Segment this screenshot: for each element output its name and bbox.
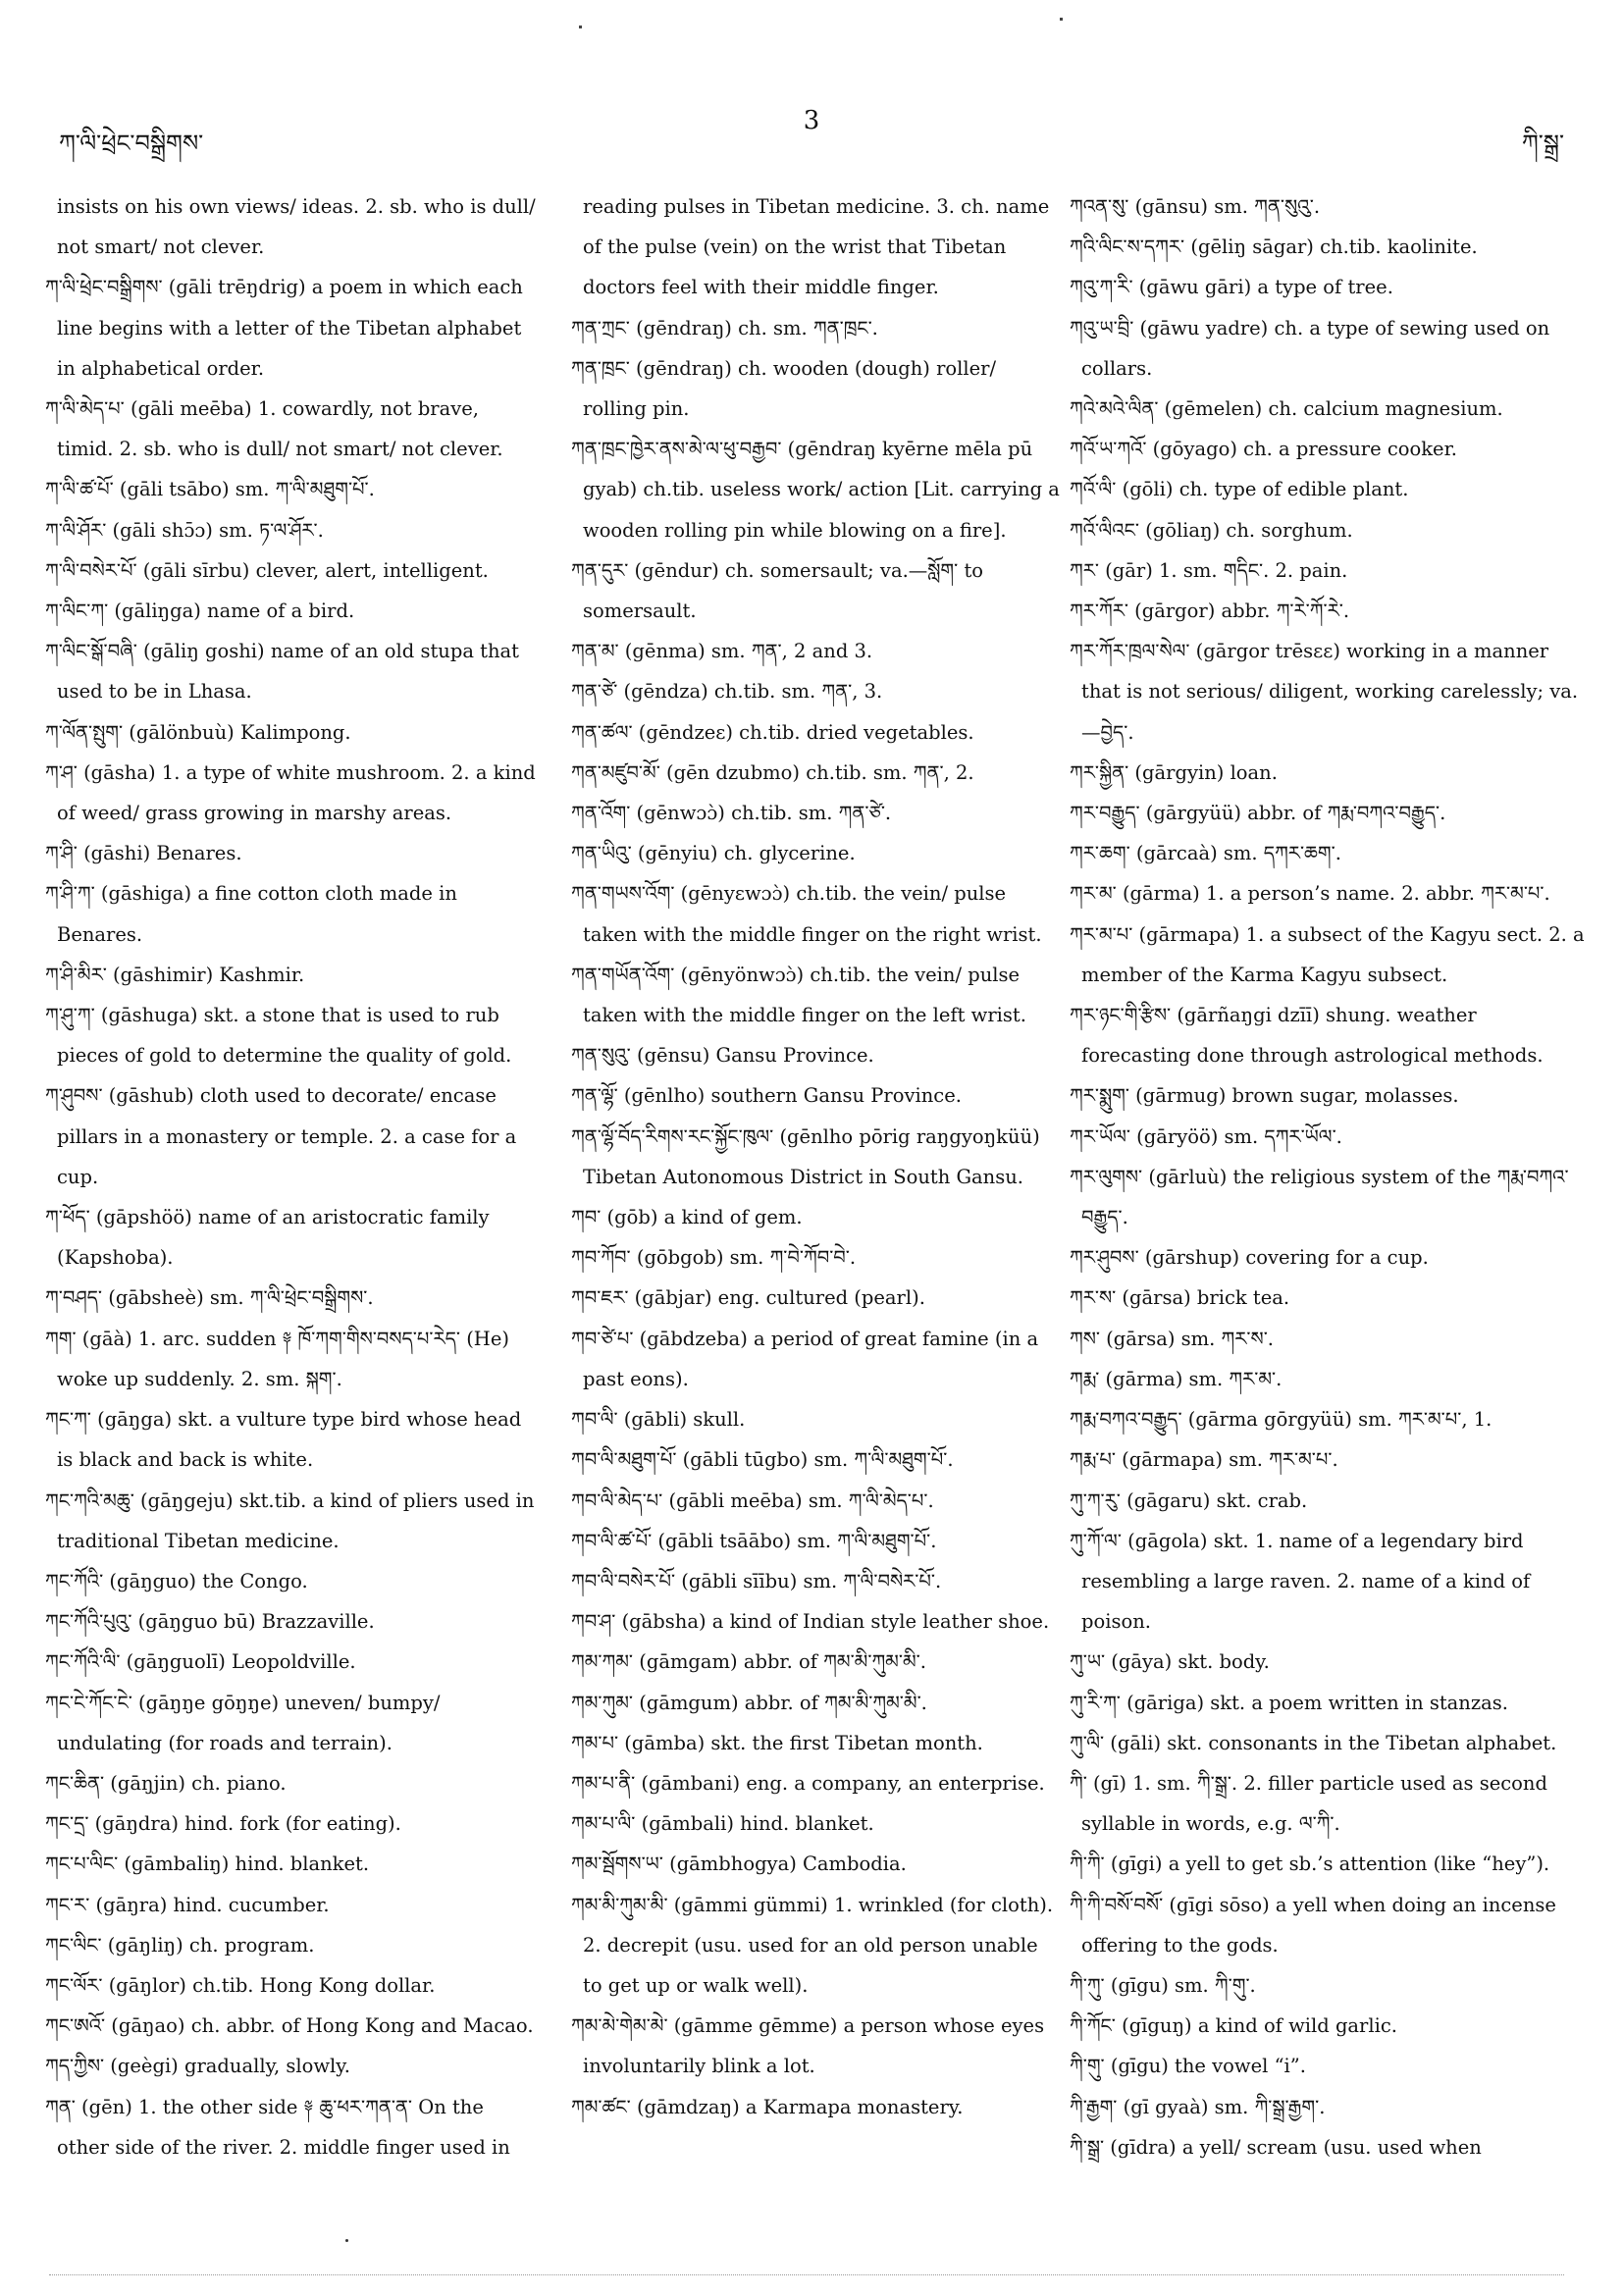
dictionary-entry: ཀབ་ལི་ (gābli) skull.: [571, 1408, 746, 1432]
dictionary-entry: ཀང་པ་ལིང་ (gāmbaliŋ) hind. blanket.: [45, 1852, 370, 1876]
dictionary-entry: ཀ་ལིང་ཀ་ (gāliŋga) name of a bird.: [45, 600, 355, 623]
dictionary-entry: ཀ་ཤི་མིར་ (gāshimir) Kashmir.: [45, 963, 305, 986]
dictionary-entry: ཀན་གཡོན་འོག་ (gēnyönwɔɔ̀) ch.tib. the vein/ pulse taken with the middle finger on the left wrist.: [571, 963, 1026, 1027]
dictionary-entry: ཀི་ (gī) 1. sm. ཀི་སྒྲ་. 2. filler particle used as second syllable in words, e.g. ལ་ཀི་.: [1070, 1771, 1547, 1836]
dictionary-entry: ཀང་ཀོའི་ལི་ (gāŋguolī) Leopoldville.: [45, 1650, 356, 1674]
dictionary-entry: ཀར་ཆག་ (gārcaà) sm. དཀར་ཆག་.: [1070, 842, 1341, 865]
dictionary-entry: ཀབ་ཙེ་པ་ (gābdzeba) a period of great famine (in a past eons).: [571, 1327, 1039, 1390]
dictionary-entry: ཀརྨ་ (gārma) sm. ཀར་མ་.: [1070, 1367, 1283, 1390]
dictionary-entry: ཀན་ཁྲང་ (gēndraŋ) ch. wooden (dough) roller/ rolling pin.: [571, 356, 997, 421]
page-header: [59, 106, 1564, 155]
dictionary-column-1: [45, 186, 536, 2167]
dictionary-entry: ཀརྨ་པ་ (gārmapa) sm. ཀར་མ་པ་.: [1070, 1448, 1338, 1472]
dictionary-entry: ཀན་མ་ (gēnma) sm. ཀན་, 2 and 3.: [571, 640, 873, 663]
dictionary-entry: ཀམ་ཀུམ་ (gāmgum) abbr. of ཀམ་མི་ཀུམ་མི་.: [571, 1691, 927, 1714]
dictionary-entry: ཀ་ཤ་ (gāsha) 1. a type of white mushroom. 2. a kind of weed/ grass growing in marshy areas.: [45, 760, 536, 825]
dictionary-entry: ཀད་ཀྱིས་ (geègi) gradually, slowly.: [45, 2055, 350, 2078]
dictionary-entry: ཀང་ལིང་ (gāŋliŋ) ch. program.: [45, 1933, 315, 1957]
dictionary-entry: ཀ་བཤད་ (gābsheè) sm. ཀ་ལི་ཕྲེང་བསྒྲིགས་.: [45, 1286, 374, 1310]
dictionary-entry: ཀུ་ཀོ་ལ་ (gāgola) skt. 1. name of a legendary bird resembling a large raven. 2. name of a kind of poison.: [1070, 1529, 1531, 1634]
dictionary-entry: ཀབ་ལི་མེད་པ་ (gābli meēba) sm. ཀ་ལི་མེད་པ་.: [571, 1488, 934, 1512]
dictionary-column-2: [571, 186, 1062, 2127]
dictionary-entry: ཀི་སྒྲ་ (gīdra) a yell/ scream (usu. used when: [1070, 2135, 1482, 2159]
dictionary-entry: ཀན་ (gēn) 1. the other side ༈ ཆུ་ཕར་ཀན་ན་ On the other side of the river. 2. middle finger used in: [45, 2095, 510, 2159]
dictionary-entry: ཀབ་ (gōb) a kind of gem.: [571, 1206, 803, 1229]
dictionary-entry: ཀི་གུ་ (gīgu) the vowel “i”.: [1070, 2055, 1306, 2078]
dictionary-entry: ཀམ་པ་ནི་ (gāmbani) eng. a company, an enterprise.: [571, 1771, 1045, 1795]
dictionary-entry: ཀའོ་ཡ་ཀའོ་ (gōyago) ch. a pressure cooker.: [1070, 438, 1457, 461]
dictionary-entry: ཀར་ཉང་གི་རྩིས་ (gārñaŋgi dzīī) shung. weather forecasting done through astrological methods.: [1070, 1004, 1544, 1068]
dictionary-entry: ཀི་ཀོང་ (gīguŋ) a kind of wild garlic.: [1070, 2014, 1397, 2038]
dictionary-entry: ཀན་གཡས་འོག་ (gēnyɛwɔɔ̀) ch.tib. the vein/ pulse taken with the middle finger on the right wrist.: [571, 882, 1042, 946]
dictionary-entry: ཀ་ལིང་སྒོ་བཞི་ (gāliŋ goshi) name of an old stupa that used to be in Lhasa.: [45, 640, 520, 704]
dictionary-entry: ཀར་ཡོལ་ (gāryöö) sm. དཀར་ཡོལ་.: [1070, 1124, 1342, 1148]
dictionary-entry: ཀར་ས་ (gārsa) brick tea.: [1070, 1286, 1290, 1310]
dictionary-entry: ཀ་ལི་ཤོར་ (gāli shɔ̄ɔ) sm. ཏ་ལ་ཤོར་.: [45, 518, 324, 542]
dictionary-entry: ཀབ་ཤ་ (gābsha) a kind of Indian style leather shoe.: [571, 1610, 1050, 1634]
running-head-left: ཀ་ལི་ཕྲེང་བསྒྲིགས་: [59, 130, 204, 157]
dictionary-entry: ཀམ་པ་ལི་ (gāmbali) hind. blanket.: [571, 1812, 874, 1836]
dictionary-entry: ཀང་དྲ་ (gāŋdra) hind. fork (for eating).: [45, 1812, 401, 1836]
dictionary-entry: ཀར་ཀོར་ཁྲལ་སེལ་ (gārgor trēsɛɛ) working in a manner that is not serious/ diligent, working carelessly; va.—བྱེད་.: [1070, 640, 1579, 744]
dictionary-entry: ཀ་ལོན་སྤུག་ (gālönbuù) Kalimpong.: [45, 720, 351, 744]
dictionary-entry: ཀན་ཡིའུ་ (gēnyiu) ch. glycerine.: [571, 842, 856, 865]
dictionary-entry: ཀང་ར་ (gāŋra) hind. cucumber.: [45, 1893, 330, 1916]
dictionary-entry: ཀམ་མི་ཀུམ་མི་ (gāmmi gümmi) 1. wrinkled (for cloth). 2. decrepit (usu. used for an old person unable to get up or walk well).: [571, 1893, 1054, 1997]
dictionary-entry: ཀ་ཤུབས་ (gāshub) cloth used to decorate/ encase pillars in a monastery or temple. 2. a case for a cup.: [45, 1084, 517, 1188]
dictionary-entry: ཀར་མ་པ་ (gārmapa) 1. a subsect of the Kagyu sect. 2. a member of the Karma Kagyu subsect.: [1070, 922, 1585, 986]
dictionary-entry: ཀར་སྨུག་ (gārmug) brown sugar, molasses.: [1070, 1084, 1459, 1108]
running-head-right: ཀི་སྒྲ་: [1521, 130, 1564, 157]
dictionary-entry: ཀན་སུའུ་ (gēnsu) Gansu Province.: [571, 1044, 874, 1068]
bottom-rule: [49, 2274, 1564, 2275]
dictionary-entry: ཀང་ཀོའི་ (gāŋguo) the Congo.: [45, 1569, 308, 1592]
dictionary-entry: ཀའུ་ཡ་བྲི་ (gāwu yadre) ch. a type of sewing used on collars.: [1070, 316, 1550, 380]
dictionary-entry: ཀབ་ཀོབ་ (gōbgob) sm. ཀ་བེ་ཀོབ་བེ་.: [571, 1246, 857, 1270]
dictionary-entry: ཀར་སྐྱིན་ (gārgyin) loan.: [1070, 760, 1278, 784]
dictionary-entry: ཀ་ཕོད་ (gāpshöö) name of an aristocratic family (Kapshoba).: [45, 1206, 490, 1270]
dictionary-entry: ཀང་ཆིན་ (gāŋjin) ch. piano.: [45, 1771, 287, 1795]
dictionary-entry: ཀུ་ཡ་ (gāya) skt. body.: [1070, 1650, 1270, 1674]
dictionary-entry: reading pulses in Tibetan medicine. 3. ch. name of the pulse (vein) on the wrist that Tibetan doctors feel with their middle finger.: [583, 195, 1050, 299]
dictionary-entry: ཀང་ཀའི་མཆུ་ (gāŋgeju) skt.tib. a kind of pliers used in traditional Tibetan medicine.: [45, 1488, 535, 1552]
dictionary-entry: ཀི་ཀུ་ (gīgu) sm. ཀི་གུ་.: [1070, 1973, 1256, 1997]
dictionary-entry: ཀན་དུར་ (gēndur) ch. somersault; va.—སློག་ to somersault.: [571, 558, 984, 623]
dictionary-entry: ཀང་ཨའོ་ (gāŋao) ch. abbr. of Hong Kong and Macao.: [45, 2014, 534, 2038]
dictionary-entry: ཀི་ཀི་ (gīgi) a yell to get sb.’s attention (like “hey”).: [1070, 1852, 1550, 1876]
dictionary-entry: ཀང་ཀ་ (gāŋga) skt. a vulture type bird whose head is black and back is white.: [45, 1408, 522, 1472]
dictionary-entry: ཀན་མཛུབ་མོ་ (gēn dzubmo) ch.tib. sm. ཀན་, 2.: [571, 760, 974, 784]
dictionary-entry: ཀའེ་མའེ་ལིན་ (gēmelen) ch. calcium magnesium.: [1070, 397, 1503, 421]
dictionary-entry: ཀང་ལོར་ (gāŋlor) ch.tib. Hong Kong dollar.: [45, 1973, 436, 1997]
dictionary-entry: insists on his own views/ ideas. 2. sb. who is dull/ not smart/ not clever.: [57, 195, 536, 259]
dictionary-entry: ཀརྨ་བཀའ་བརྒྱུད་ (gārma gōrgyüü) sm. ཀར་མ་པ་, 1.: [1070, 1408, 1492, 1432]
dictionary-entry: ཀམ་ཀམ་ (gāmgam) abbr. of ཀམ་མི་ཀུམ་མི་.: [571, 1650, 926, 1674]
dictionary-entry: ཀམ་པ་ (gāmba) skt. the first Tibetan month.: [571, 1731, 983, 1754]
dictionary-entry: ཀན་ཁྲང་ཁྱེར་ནས་མེ་ལ་ཕུ་བརྒྱབ་ (gēndraŋ kyērne mēla pū gyab) ch.tib. useless work/ action [Lit. carrying a wooden rolling pin while blowing on a fire].: [571, 438, 1060, 542]
dictionary-entry: ཀང་ཀོའི་པུའུ་ (gāŋguo bū) Brazzaville.: [45, 1610, 375, 1634]
dictionary-entry: ཀབ་ལི་ཚ་པོ་ (gābli tsāābo) sm. ཀ་ལི་མཐུག་པོ་.: [571, 1529, 937, 1552]
page-number: 3: [803, 106, 820, 135]
dictionary-entry: ཀའན་སུ་ (gānsu) sm. ཀན་སུའུ་.: [1070, 195, 1321, 218]
dictionary-entry: ཀན་ལྷོ་བོད་རིགས་རང་སྐྱོང་ཁུལ་ (gēnlho pōrig raŋgyoŋküü) Tibetan Autonomous District in South Gansu.: [571, 1124, 1040, 1188]
dictionary-entry: ཀི་ཀི་བསོ་བསོ་ (gīgi sōso) a yell when doing an incense offering to the gods.: [1070, 1893, 1556, 1957]
dictionary-entry: ཀན་འོག་ (gēnwɔɔ̀) ch.tib. sm. ཀན་ཙེ་.: [571, 802, 892, 825]
dictionary-entry: ཀས་ (gārsa) sm. ཀར་ས་.: [1070, 1327, 1274, 1350]
dictionary-entry: ཀ་ལི་ཕྲེང་བསྒྲིགས་ (gāli trēŋdrig) a poem in which each line begins with a letter of the Tibetan alphabet in alphabetical order.: [45, 276, 523, 380]
dictionary-entry: ཀན་ལྷོ་ (gēnlho) southern Gansu Province.: [571, 1084, 962, 1108]
dictionary-entry: ཀ་ཤི་ཀ་ (gāshiga) a fine cotton cloth made in Benares.: [45, 882, 457, 946]
dictionary-entry: ཀར་ལུགས་ (gārluù) the religious system of the ཀརྨ་བཀའ་བརྒྱུད་.: [1070, 1165, 1569, 1229]
dictionary-entry: ཀར་ (gār) 1. sm. གདིང་. 2. pain.: [1070, 558, 1348, 582]
dictionary-entry: ཀུ་ཀ་རུ་ (gāgaru) skt. crab.: [1070, 1488, 1308, 1512]
dictionary-entry: ཀག་ (gāà) 1. arc. sudden ༈ ཁོ་ཀག་གིས་བསད་པ་རེད་ (He) woke up suddenly. 2. sm. སྐག་.: [45, 1327, 509, 1390]
dictionary-entry: ཀར་ཀོར་ (gārgor) abbr. ཀ་རེ་ཀོ་རེ་.: [1070, 600, 1350, 623]
dictionary-entry: ཀའུ་ཀ་རི་ (gāwu gāri) a type of tree.: [1070, 276, 1393, 299]
dictionary-entry: ཀ་ཤུ་ཀ་ (gāshuga) skt. a stone that is used to rub pieces of gold to determine the quality of gold.: [45, 1004, 512, 1068]
dictionary-entry: ཀ་ཤི་ (gāshi) Benares.: [45, 842, 242, 865]
dictionary-entry: ཀ་ལི་མེད་པ་ (gāli meēba) 1. cowardly, not brave, timid. 2. sb. who is dull/ not smart/ not clever.: [45, 397, 503, 461]
dictionary-column-3: [1070, 186, 1590, 2167]
dictionary-entry: ཀབ་ལི་མཐུག་པོ་ (gābli tūgbo) sm. ཀ་ལི་མཐུག་པོ་.: [571, 1448, 954, 1472]
dictionary-entry: ཀར་བརྒྱུད་ (gārgyüü) abbr. of ཀརྨ་བཀའ་བརྒྱུད་.: [1070, 802, 1446, 825]
scan-speck: [345, 2239, 348, 2242]
dictionary-entry: ཀམ་མེ་གེམ་མེ་ (gāmme gēmme) a person whose eyes involuntarily blink a lot.: [571, 2014, 1045, 2078]
dictionary-entry: ཀར་ཤུབས་ (gārshup) covering for a cup.: [1070, 1246, 1429, 1270]
dictionary-entry: ཀང་ངེ་ཀོང་ངེ་ (gāŋŋe gōŋŋe) uneven/ bumpy/ undulating (for roads and terrain).: [45, 1691, 441, 1754]
dictionary-entry: ཀམ་ཚང་ (gāmdzaŋ) a Karmapa monastery.: [571, 2095, 964, 2118]
dictionary-entry: ཀམ་སྦོགས་ཡ་ (gāmbhogya) Cambodia.: [571, 1852, 907, 1876]
dictionary-entry: ཀན་ཙེ་ (gēndza) ch.tib. sm. ཀན་, 3.: [571, 680, 883, 704]
dictionary-entry: ཀབ་ཇར་ (gābjar) eng. cultured (pearl).: [571, 1286, 925, 1310]
dictionary-entry: ཀ་ལི་ཚ་པོ་ (gāli tsābo) sm. ཀ་ལི་མཐུག་པོ་.: [45, 478, 375, 501]
dictionary-entry: ཀར་མ་ (gārma) 1. a person’s name. 2. abbr. ཀར་མ་པ་.: [1070, 882, 1550, 906]
dictionary-entry: ཀི་རྒྱག་ (gī gyaà) sm. ཀི་སྒྲ་རྒྱག་.: [1070, 2095, 1326, 2118]
dictionary-entry: ཀུ་ལི་ (gāli) skt. consonants in the Tibetan alphabet.: [1070, 1731, 1557, 1754]
dictionary-entry: ཀབ་ལི་བསེར་པོ་ (gābli sīību) sm. ཀ་ལི་བསེར་པོ་.: [571, 1569, 942, 1592]
dictionary-entry: ཀའི་ལིང་ས་དཀར་ (gēliŋ sāgar) ch.tib. kaolinite.: [1070, 235, 1478, 259]
dictionary-entry: ཀ་ལི་བསེར་པོ་ (gāli sīrbu) clever, alert, intelligent.: [45, 558, 489, 582]
dictionary-entry: ཀན་ཀྲང་ (gēndraŋ) ch. sm. ཀན་ཁྲང་.: [571, 316, 878, 339]
scan-speck: [1060, 18, 1063, 21]
dictionary-entry: ཀན་ཚལ་ (gēndzeɛ) ch.tib. dried vegetables.: [571, 720, 974, 744]
scan-speck: [579, 26, 582, 28]
dictionary-entry: ཀའོ་ལི་ (gōli) ch. type of edible plant.: [1070, 478, 1409, 501]
dictionary-entry: ཀའོ་ལིའང་ (gōliaŋ) ch. sorghum.: [1070, 518, 1353, 542]
dictionary-entry: ཀུ་རི་ཀ་ (gāriga) skt. a poem written in stanzas.: [1070, 1691, 1508, 1714]
